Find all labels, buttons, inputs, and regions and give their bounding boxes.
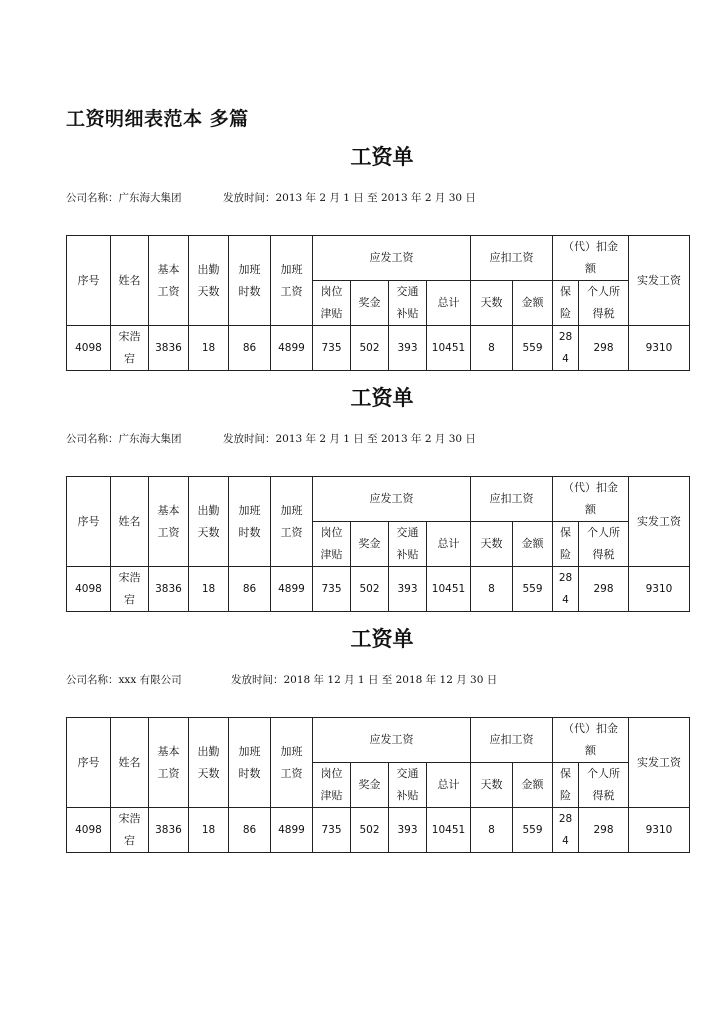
header-days [471, 763, 513, 808]
value-seq [67, 808, 111, 853]
value-bonus [351, 567, 389, 612]
value-insurance [553, 567, 579, 612]
header-income-tax-text: 个人所 [587, 767, 620, 780]
header-seq [67, 718, 111, 808]
header-bonus-text: 奖金 [358, 778, 381, 791]
header-attendance-days [189, 236, 229, 326]
header-deduction-text: 应扣工资 [489, 733, 534, 746]
value-traffic-allowance-text: 393 [397, 583, 418, 595]
header-payable-text: 应发工资 [369, 251, 414, 264]
value-base-salary [149, 326, 189, 371]
value-net-pay-text: 9310 [645, 824, 673, 836]
value-overtime-hours-text: 86 [242, 583, 257, 595]
value-overtime-pay-text: 4899 [278, 824, 305, 836]
value-insurance [553, 326, 579, 371]
header-row [67, 477, 690, 522]
header-withholding [553, 718, 629, 763]
header-income-tax-text: 得税 [592, 307, 615, 320]
header-withholding-text: （代）扣金 [563, 481, 618, 494]
header-bonus [351, 522, 389, 567]
header-name-text: 姓名 [118, 273, 141, 287]
table-row [67, 567, 690, 612]
header-income-tax-text: 个人所 [587, 285, 620, 298]
value-attendance-days [189, 567, 229, 612]
header-attendance-days-text: 出勤 [197, 262, 220, 276]
header-post-allowance-text: 岗位 [320, 767, 343, 780]
company-name: 公司名称：xxx 有限公司 [66, 674, 182, 686]
value-post-allowance [313, 326, 351, 371]
header-name-text: 姓名 [118, 755, 141, 769]
header-payable [313, 718, 471, 763]
header-insurance [553, 763, 579, 808]
value-total-text: 10451 [431, 583, 466, 595]
value-name-text: 宕 [124, 593, 135, 606]
header-attendance-days-text: 天数 [197, 525, 220, 539]
header-bonus-text: 奖金 [358, 537, 381, 550]
header-bonus [351, 763, 389, 808]
value-overtime-pay [271, 326, 313, 371]
document-title: 工资明细表范本 多篇 [66, 108, 249, 130]
header-withholding-text: 额 [585, 262, 596, 275]
header-amount [513, 522, 553, 567]
header-overtime-pay [271, 236, 313, 326]
value-amount-text: 559 [522, 824, 543, 836]
header-deduction-text: 应扣工资 [489, 492, 534, 505]
header-post-allowance [313, 281, 351, 326]
header-seq-text: 序号 [77, 273, 100, 287]
header-traffic-allowance-text: 交通 [396, 285, 419, 298]
header-days-text: 天数 [480, 296, 503, 309]
value-net-pay-text: 9310 [645, 583, 673, 595]
value-attendance-days-text: 18 [201, 583, 216, 595]
header-withholding-text: 额 [585, 744, 596, 757]
value-name [111, 567, 149, 612]
header-income-tax-text: 得税 [592, 789, 615, 802]
value-name-text: 宋浩 [118, 812, 141, 825]
header-row [67, 718, 690, 763]
header-base-salary [149, 718, 189, 808]
value-amount-text: 559 [522, 583, 543, 595]
header-seq-text: 序号 [77, 514, 100, 528]
value-income-tax [579, 567, 629, 612]
header-post-allowance-text: 津贴 [320, 789, 343, 802]
value-bonus-text: 502 [359, 342, 380, 354]
header-attendance-days-text: 出勤 [197, 744, 220, 758]
header-insurance-text: 保 [560, 767, 571, 780]
value-traffic-allowance-text: 393 [397, 824, 418, 836]
value-base-salary-text: 3836 [155, 583, 182, 595]
pay-period: 发放时间：2013 年 2 月 1 日 至 2013 年 2 月 30 日 [223, 192, 476, 204]
value-seq-text: 4098 [75, 824, 102, 836]
header-net-pay [629, 477, 690, 567]
value-income-tax-text: 298 [593, 583, 614, 595]
value-insurance-text: 28 [558, 331, 573, 343]
value-name-text: 宕 [124, 834, 135, 847]
value-days [471, 326, 513, 371]
header-overtime-pay [271, 718, 313, 808]
value-total-text: 10451 [431, 824, 466, 836]
header-overtime-hours-text: 时数 [238, 284, 261, 298]
header-post-allowance [313, 522, 351, 567]
value-days [471, 808, 513, 853]
header-base-salary-text: 工资 [157, 284, 180, 298]
value-total-text: 10451 [431, 342, 466, 354]
header-overtime-pay-text: 加班 [280, 503, 303, 517]
header-overtime-hours [229, 477, 271, 567]
header-income-tax-text: 得税 [592, 548, 615, 561]
table-row [67, 326, 690, 371]
header-row [67, 236, 690, 281]
value-amount [513, 567, 553, 612]
payslip [66, 142, 690, 365]
header-days-text: 天数 [480, 537, 503, 550]
header-amount-text: 金额 [521, 537, 544, 550]
value-overtime-hours-text: 86 [242, 824, 257, 836]
value-insurance-text: 4 [562, 835, 569, 847]
value-income-tax [579, 808, 629, 853]
header-overtime-hours-text: 时数 [238, 766, 261, 780]
value-post-allowance-text: 735 [321, 342, 342, 354]
payslip [66, 624, 690, 847]
header-days [471, 281, 513, 326]
value-attendance-days [189, 326, 229, 371]
value-overtime-hours [229, 567, 271, 612]
header-base-salary [149, 477, 189, 567]
header-base-salary [149, 236, 189, 326]
value-amount-text: 559 [522, 342, 543, 354]
header-base-salary-text: 工资 [157, 525, 180, 539]
value-post-allowance-text: 735 [321, 583, 342, 595]
value-days-text: 8 [488, 583, 495, 595]
header-post-allowance-text: 岗位 [320, 285, 343, 298]
header-post-allowance-text: 津贴 [320, 548, 343, 561]
payslip-table [66, 235, 690, 371]
header-traffic-allowance-text: 补贴 [396, 307, 419, 320]
header-attendance-days-text: 出勤 [197, 503, 220, 517]
value-total [427, 808, 471, 853]
header-overtime-hours-text: 时数 [238, 525, 261, 539]
header-net-pay-text: 实发工资 [637, 514, 681, 528]
value-traffic-allowance [389, 326, 427, 371]
header-overtime-hours [229, 718, 271, 808]
value-net-pay-text: 9310 [645, 342, 673, 354]
header-amount [513, 763, 553, 808]
value-seq-text: 4098 [75, 342, 102, 354]
value-total [427, 326, 471, 371]
header-seq-text: 序号 [77, 755, 100, 769]
header-insurance-text: 保 [560, 526, 571, 539]
header-overtime-pay-text: 工资 [280, 766, 303, 780]
payslip-table [66, 717, 690, 853]
header-overtime-hours [229, 236, 271, 326]
pay-period: 发放时间：2018 年 12 月 1 日 至 2018 年 12 月 30 日 [231, 674, 498, 686]
value-name-text: 宕 [124, 352, 135, 365]
header-insurance-text: 保 [560, 285, 571, 298]
header-withholding-text: （代）扣金 [563, 722, 618, 735]
header-base-salary-text: 基本 [157, 262, 180, 276]
header-name [111, 236, 149, 326]
header-attendance-days [189, 718, 229, 808]
header-traffic-allowance [389, 522, 427, 567]
value-post-allowance-text: 735 [321, 824, 342, 836]
header-insurance-text: 险 [560, 789, 571, 802]
company-name: 公司名称：广东海大集团 [66, 433, 182, 445]
header-withholding [553, 477, 629, 522]
header-traffic-allowance [389, 763, 427, 808]
value-attendance-days [189, 808, 229, 853]
header-overtime-pay-text: 工资 [280, 525, 303, 539]
header-days-text: 天数 [480, 778, 503, 791]
payslip-title: 工资单 [350, 385, 414, 410]
header-total [427, 281, 471, 326]
payslip-table [66, 476, 690, 612]
payslip-title: 工资单 [350, 626, 414, 651]
header-payable-text: 应发工资 [369, 492, 414, 505]
header-overtime-pay-text: 工资 [280, 284, 303, 298]
value-income-tax-text: 298 [593, 342, 614, 354]
value-bonus-text: 502 [359, 583, 380, 595]
header-overtime-hours-text: 加班 [238, 744, 261, 758]
header-insurance [553, 281, 579, 326]
header-net-pay [629, 718, 690, 808]
payslip [66, 383, 690, 606]
value-insurance-text: 4 [562, 594, 569, 606]
header-traffic-allowance-text: 补贴 [396, 789, 419, 802]
payslip-meta [66, 190, 690, 204]
value-attendance-days-text: 18 [201, 342, 216, 354]
value-bonus [351, 326, 389, 371]
value-insurance [553, 808, 579, 853]
value-traffic-allowance [389, 567, 427, 612]
value-overtime-hours [229, 808, 271, 853]
value-amount [513, 808, 553, 853]
value-overtime-hours-text: 86 [242, 342, 257, 354]
header-deduction-text: 应扣工资 [489, 251, 534, 264]
header-post-allowance [313, 763, 351, 808]
value-overtime-pay [271, 567, 313, 612]
value-name [111, 808, 149, 853]
header-attendance-days-text: 天数 [197, 284, 220, 298]
value-net-pay [629, 326, 690, 371]
header-traffic-allowance [389, 281, 427, 326]
header-income-tax [579, 281, 629, 326]
header-seq [67, 236, 111, 326]
value-name-text: 宋浩 [118, 571, 141, 584]
value-overtime-pay-text: 4899 [278, 342, 305, 354]
header-income-tax [579, 522, 629, 567]
value-insurance-text: 28 [558, 813, 573, 825]
header-attendance-days [189, 477, 229, 567]
header-insurance-text: 险 [560, 548, 571, 561]
value-traffic-allowance [389, 808, 427, 853]
header-name-text: 姓名 [118, 514, 141, 528]
value-base-salary-text: 3836 [155, 824, 182, 836]
header-traffic-allowance-text: 交通 [396, 526, 419, 539]
value-name-text: 宋浩 [118, 330, 141, 343]
value-overtime-hours [229, 326, 271, 371]
header-income-tax [579, 763, 629, 808]
header-bonus-text: 奖金 [358, 296, 381, 309]
header-amount-text: 金额 [521, 778, 544, 791]
header-insurance [553, 522, 579, 567]
payslip-meta [66, 672, 690, 686]
header-days [471, 522, 513, 567]
header-traffic-allowance-text: 交通 [396, 767, 419, 780]
header-overtime-hours-text: 加班 [238, 503, 261, 517]
header-income-tax-text: 个人所 [587, 526, 620, 539]
header-base-salary-text: 基本 [157, 744, 180, 758]
pay-period: 发放时间：2013 年 2 月 1 日 至 2013 年 2 月 30 日 [223, 433, 476, 445]
header-traffic-allowance-text: 补贴 [396, 548, 419, 561]
header-payable-text: 应发工资 [369, 733, 414, 746]
payslip-meta [66, 431, 690, 445]
value-traffic-allowance-text: 393 [397, 342, 418, 354]
header-bonus [351, 281, 389, 326]
header-seq [67, 477, 111, 567]
header-overtime-pay-text: 加班 [280, 262, 303, 276]
value-overtime-pay-text: 4899 [278, 583, 305, 595]
header-base-salary-text: 工资 [157, 766, 180, 780]
header-deduction [471, 236, 553, 281]
value-days-text: 8 [488, 824, 495, 836]
header-name [111, 718, 149, 808]
header-withholding-text: 额 [585, 503, 596, 516]
value-seq [67, 326, 111, 371]
value-base-salary [149, 808, 189, 853]
value-bonus-text: 502 [359, 824, 380, 836]
value-days [471, 567, 513, 612]
value-bonus [351, 808, 389, 853]
value-seq-text: 4098 [75, 583, 102, 595]
header-total-text: 总计 [437, 778, 460, 791]
header-overtime-hours-text: 加班 [238, 262, 261, 276]
header-total [427, 763, 471, 808]
header-amount [513, 281, 553, 326]
header-net-pay-text: 实发工资 [637, 755, 681, 769]
header-withholding [553, 236, 629, 281]
header-payable [313, 236, 471, 281]
value-name [111, 326, 149, 371]
header-withholding-text: （代）扣金 [563, 240, 618, 253]
value-attendance-days-text: 18 [201, 824, 216, 836]
header-attendance-days-text: 天数 [197, 766, 220, 780]
table-row [67, 808, 690, 853]
header-net-pay-text: 实发工资 [637, 273, 681, 287]
value-net-pay [629, 808, 690, 853]
header-deduction [471, 477, 553, 522]
header-base-salary-text: 基本 [157, 503, 180, 517]
value-post-allowance [313, 808, 351, 853]
header-net-pay [629, 236, 690, 326]
value-base-salary-text: 3836 [155, 342, 182, 354]
value-base-salary [149, 567, 189, 612]
header-deduction [471, 718, 553, 763]
header-payable [313, 477, 471, 522]
value-overtime-pay [271, 808, 313, 853]
header-total-text: 总计 [437, 537, 460, 550]
payslip-title: 工资单 [350, 144, 414, 169]
header-overtime-pay-text: 加班 [280, 744, 303, 758]
header-name [111, 477, 149, 567]
company-name: 公司名称：广东海大集团 [66, 192, 182, 204]
value-income-tax-text: 298 [593, 824, 614, 836]
header-amount-text: 金额 [521, 296, 544, 309]
header-total [427, 522, 471, 567]
header-insurance-text: 险 [560, 307, 571, 320]
header-post-allowance-text: 津贴 [320, 307, 343, 320]
value-post-allowance [313, 567, 351, 612]
value-days-text: 8 [488, 342, 495, 354]
value-amount [513, 326, 553, 371]
value-total [427, 567, 471, 612]
value-seq [67, 567, 111, 612]
header-total-text: 总计 [437, 296, 460, 309]
value-income-tax [579, 326, 629, 371]
header-post-allowance-text: 岗位 [320, 526, 343, 539]
header-overtime-pay [271, 477, 313, 567]
value-insurance-text: 4 [562, 353, 569, 365]
value-insurance-text: 28 [558, 572, 573, 584]
value-net-pay [629, 567, 690, 612]
